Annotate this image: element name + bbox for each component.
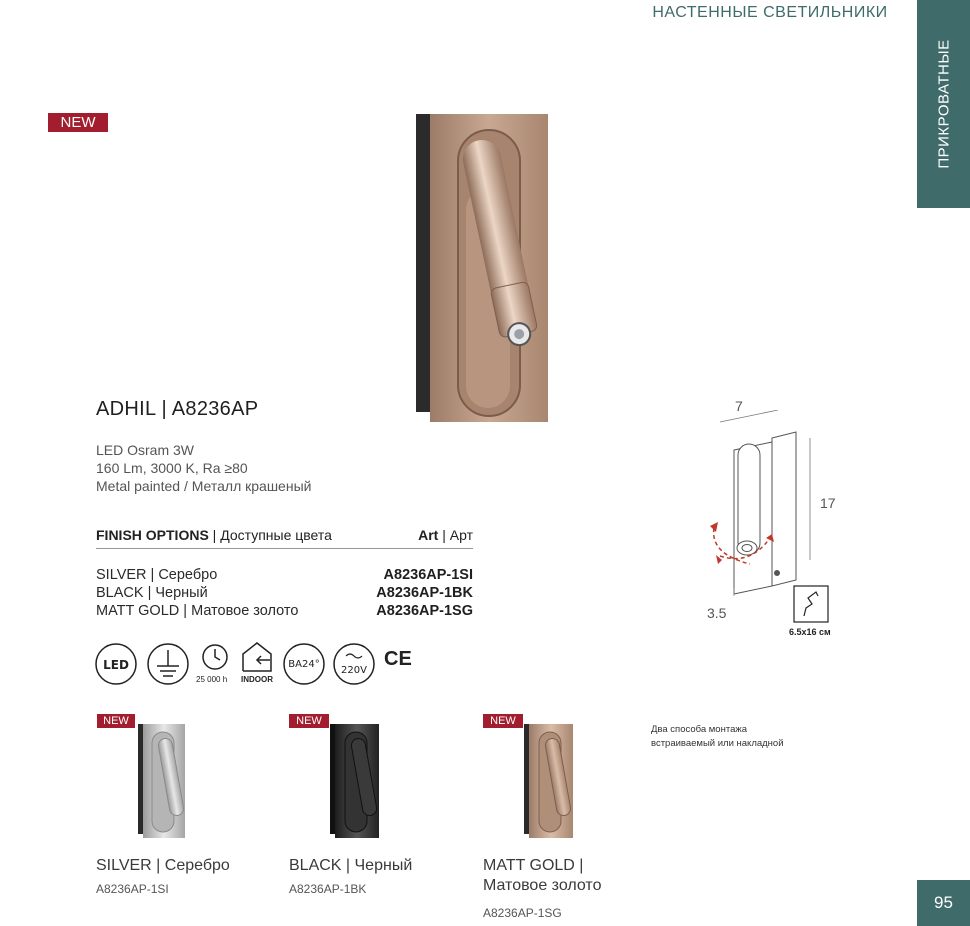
finish-row-black <box>96 584 473 602</box>
cutout-size: 6.5x16 см <box>789 627 831 637</box>
variant-code-silver: A8236AP-1SI <box>96 882 169 896</box>
finish-name: MATT GOLD | Матовое золото <box>96 603 299 619</box>
voltage-icon <box>332 642 376 686</box>
indoor-label: INDOOR <box>241 675 273 684</box>
finish-options-header <box>96 527 473 549</box>
spec-light-source: LED Osram 3W <box>96 442 195 458</box>
variant-name-silver: SILVER | Серебро <box>96 857 230 874</box>
variant-name-matt-gold-1: MATT GOLD | <box>483 857 584 874</box>
spec-material: Metal painted / Металл крашеный <box>96 478 312 494</box>
variant-image-matt-gold[interactable] <box>524 722 574 840</box>
indoor-house-icon <box>240 640 276 674</box>
new-badge: NEW <box>483 714 523 728</box>
svg-text:LED: LED <box>103 658 129 672</box>
dimension-width: 3.5 <box>707 605 727 621</box>
main-product-image <box>414 108 554 430</box>
base-type-icon <box>282 642 326 686</box>
art-header <box>418 527 473 543</box>
side-category-tab[interactable] <box>917 0 970 208</box>
finish-code: A8236AP-1SI <box>383 567 473 583</box>
new-badge: NEW <box>289 714 329 728</box>
dimension-height: 17 <box>820 495 836 511</box>
ce-mark: CE <box>384 648 412 670</box>
variant-image-black[interactable] <box>330 722 380 840</box>
section-title: НАСТЕННЫЕ СВЕТИЛЬНИКИ <box>652 4 888 21</box>
new-badge: NEW <box>48 113 108 132</box>
finish-options-list <box>96 566 473 620</box>
variant-image-silver[interactable] <box>138 722 186 840</box>
variant-name-matt-gold-2: Матовое золото <box>483 877 602 894</box>
finish-row-silver <box>96 566 473 584</box>
side-category-label: ПРИКРОВАТНЫЕ <box>935 39 952 169</box>
spec-lumen: 160 Lm, 3000 K, Ra ≥80 <box>96 460 248 476</box>
mounting-caption-1: Два способа монтажа <box>651 724 747 735</box>
finish-name: BLACK | Черный <box>96 585 208 601</box>
cutout-icon <box>792 584 830 624</box>
finish-code: A8236AP-1BK <box>376 585 473 601</box>
mounting-caption-2: встраиваемый или накладной <box>651 738 784 749</box>
technical-drawing <box>700 410 820 600</box>
variant-code-matt-gold: A8236AP-1SG <box>483 906 562 920</box>
finish-code: A8236AP-1SG <box>376 603 473 619</box>
finish-header-bold: FINISH OPTIONS <box>96 527 209 543</box>
finish-name: SILVER | Серебро <box>96 567 218 583</box>
svg-text:220V: 220V <box>341 665 367 676</box>
lifetime-label: 25 000 h <box>196 675 228 684</box>
variant-code-black: A8236AP-1BK <box>289 882 367 896</box>
ground-icon <box>146 642 190 686</box>
dimension-depth: 7 <box>735 398 743 414</box>
led-icon <box>94 642 138 686</box>
feature-icons <box>92 640 422 690</box>
finish-header-rest: | Доступные цвета <box>208 527 332 543</box>
finish-row-matt-gold <box>96 602 473 620</box>
art-header-rest: | Арт <box>438 527 473 543</box>
product-title: ADHIL | A8236AP <box>96 398 259 420</box>
new-badge: NEW <box>97 714 135 728</box>
svg-text:BA24°: BA24° <box>288 659 320 670</box>
clock-icon <box>198 640 232 674</box>
page-number: 95 <box>917 880 970 926</box>
art-header-bold: Art <box>418 527 439 543</box>
variant-name-black: BLACK | Черный <box>289 857 413 874</box>
